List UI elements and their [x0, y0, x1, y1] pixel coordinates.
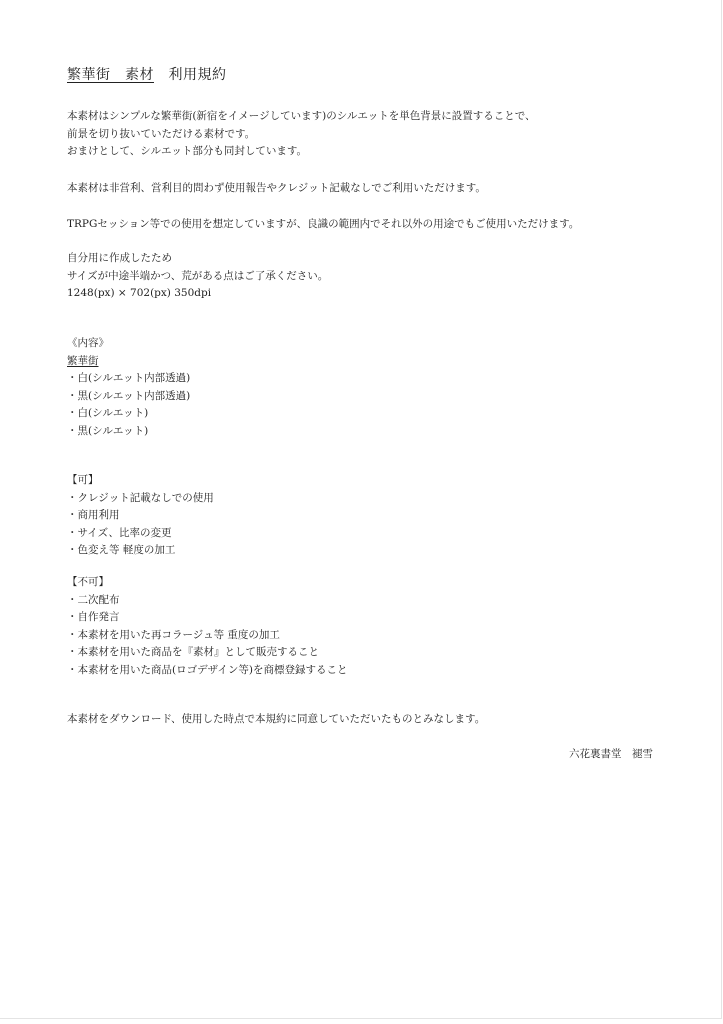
intro-line: 前景を切り抜いていただける素材です。 — [67, 127, 256, 140]
usage-line: 本素材は非営利、営利目的問わず使用報告やクレジット記載なしでご利用いただけます。 — [67, 182, 486, 194]
list-item: ・黒(シルエット内部透過) — [67, 389, 191, 402]
intro-line: 本素材はシンプルな繁華街(新宿をイメージしています)のシルエットを単色背景に設置することで、 — [67, 110, 536, 122]
list-item: ・サイズ、比率の変更 — [67, 526, 172, 539]
agreement-paragraph — [67, 711, 485, 729]
list-item: ・本素材を用いた商品(ロゴデザイン等)を商標登録すること — [67, 663, 348, 676]
spec-paragraph — [67, 250, 328, 303]
list-item: ・黒(シルエット) — [67, 424, 149, 437]
spec-line: 自分用に作成したため — [67, 252, 172, 264]
list-item: ・本素材を用いた商品を『素材』として販売すること — [67, 646, 319, 658]
list-item: ・色変え等 軽度の加工 — [67, 544, 176, 556]
list-item: ・自作発言 — [67, 611, 120, 623]
document-title — [67, 66, 227, 84]
title-underlined: 繁華街 素材 — [67, 67, 154, 83]
intro-paragraph — [67, 108, 536, 161]
contents-section — [67, 335, 190, 440]
spec-line: 1248(px) × 702(px) 350dpi — [67, 287, 212, 299]
trpg-line: TRPGセッション等での使用を想定していますが、良識の範囲内でそれ以外の用途でもご使用いただけます。 — [67, 218, 580, 230]
forbidden-heading: 【不可】 — [67, 576, 109, 588]
list-item: ・商用利用 — [67, 509, 120, 521]
usage-paragraph — [67, 180, 486, 198]
agreement-line: 本素材をダウンロード、使用した時点で本規約に同意していただいたものとみなします。 — [67, 713, 486, 725]
list-item: ・クレジット記載なしでの使用 — [67, 491, 214, 504]
signature: 六花裏書堂 褪雪 — [569, 748, 653, 760]
list-item: ・白(シルエット) — [67, 407, 149, 419]
list-item: ・白(シルエット内部透過) — [67, 372, 191, 384]
allowed-heading: 【可】 — [67, 474, 99, 486]
contents-subheading: 繁華街 — [67, 354, 99, 367]
title-rest: 利用規約 — [168, 67, 227, 83]
intro-line: おまけとして、シルエット部分も同封しています。 — [67, 145, 307, 157]
title-spacer — [154, 67, 169, 83]
spec-line: サイズが中途半端かつ、荒がある点はご了承ください。 — [67, 269, 329, 282]
list-item: ・本素材を用いた再コラージュ等 重度の加工 — [67, 628, 280, 641]
allowed-section — [67, 472, 214, 560]
forbidden-section — [67, 574, 347, 679]
contents-heading: 《内容》 — [67, 337, 109, 349]
trpg-paragraph — [67, 216, 579, 234]
list-item: ・二次配布 — [67, 593, 120, 606]
